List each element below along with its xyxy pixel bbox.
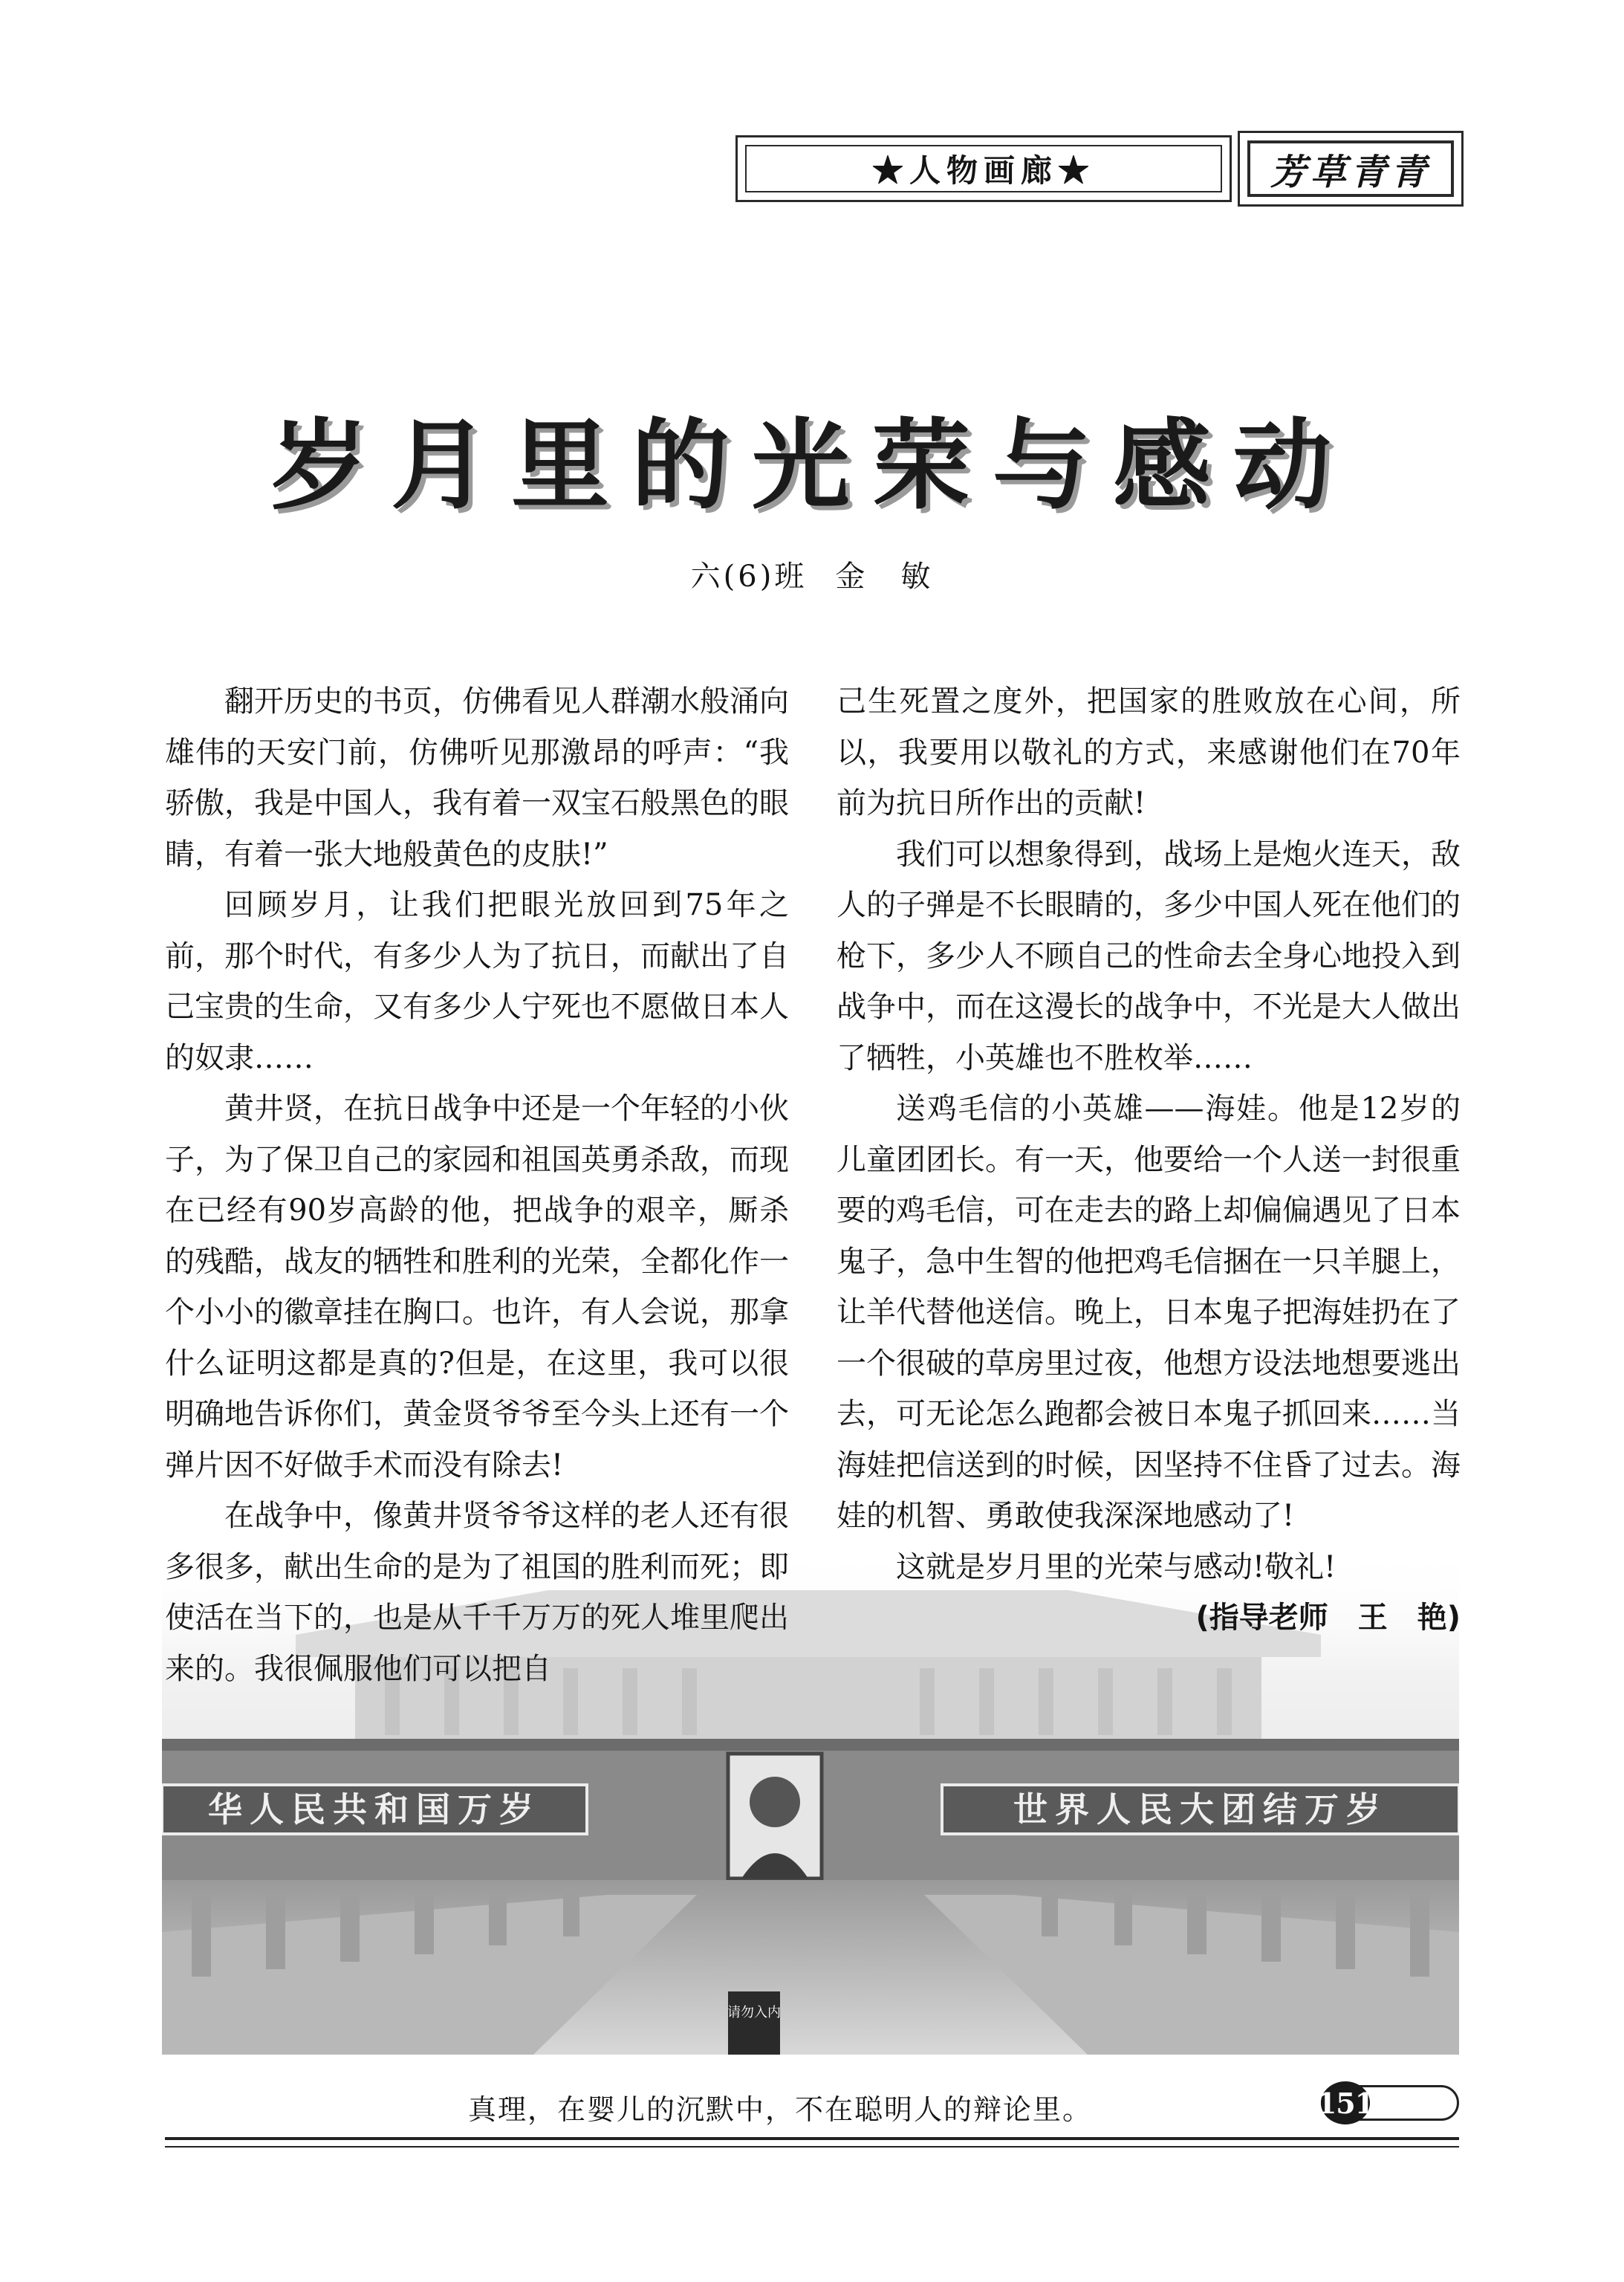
author-name: 金 敏 (835, 560, 934, 594)
warning-sign: 请勿入内 (727, 2005, 781, 2020)
paragraph: 送鸡毛信的小英雄——海娃。他是12岁的儿童团团长。有一天，他要给一个人送一封很重要的鸡毛信，可在走去的路上却偏偏遇见了日本鬼子，急中生智的他把鸡毛信捆在一只羊腿上，让羊代替他送信。晚上，日本鬼子把海娃扔在了一个很破的草房里过夜，他想方设法地想要逃出去，可无论怎么跑都会被日本鬼子抓回来……当海娃把信送到的时候，因坚持不住昏了过去。海娃的机智、勇敢使我深深地感动了! (837, 1092, 1461, 1533)
article-title: 岁月里的光荣与感动 (270, 408, 1354, 523)
magazine-title: 芳草青青 (1247, 140, 1454, 197)
column-left (165, 676, 789, 1694)
footer-quote: 真理，在婴儿的沉默中，不在聪明人的辩论里。 (467, 2093, 1092, 2126)
column-right (837, 676, 1461, 1644)
banner-right: 世界人民大团结万岁 (1013, 1789, 1388, 1829)
section-header (735, 135, 1232, 202)
paragraph: 我们可以想象得到，战场上是炮火连天，敌人的子弹是不长眼睛的，多少中国人死在他们的枪下，多少人不顾自己的性命去全身心地投入到战争中，而在这漫长的战争中，不光是大人做出了牺牲，小英雄也不胜枚举…… (837, 837, 1461, 1075)
footer-rule (165, 2137, 1459, 2140)
paragraph: 在战争中，像黄井贤爷爷这样的老人还有很多很多，献出生命的是为了祖国的胜利而死；即使活在当下的，也是从千千万万的死人堆里爬出来的。我很佩服他们可以把自 (165, 1499, 789, 1686)
paragraph: 翻开历史的书页，仿佛看见人群潮水般涌向雄伟的天安门前，仿佛听见那激昂的呼声：“我骄傲，我是中国人，我有着一双宝石般黑色的眼睛，有着一张大地般黄色的皮肤!” (165, 684, 789, 872)
magazine-header (1238, 131, 1464, 207)
paragraph-continuation: 己生死置之度外，把国家的胜败放在心间，所以，我要用以敬礼的方式，来感谢他们在70年前为抗日所作出的贡献! (837, 684, 1461, 820)
paragraph: 这就是岁月里的光荣与感动!敬礼! (896, 1549, 1336, 1584)
section-title: ★人物画廊★ (745, 145, 1222, 192)
author-class: 六(6)班 (690, 560, 808, 594)
page-number: 151 (1321, 2081, 1370, 2124)
article-author (0, 553, 1624, 595)
paragraph: 回顾岁月，让我们把眼光放回到75年之前，那个时代，有多少人为了抗日，而献出了自己宝贵的生命，又有多少人宁死也不愿做日本人的奴隶…… (165, 888, 789, 1075)
advisor-credit: (指导老师 王 艳) (1195, 1601, 1461, 1635)
footer-rule-thin (165, 2146, 1459, 2148)
paragraph: 黄井贤，在抗日战争中还是一个年轻的小伙子，为了保卫自己的家园和祖国英勇杀敌，而现在已经有90岁高龄的他，把战争的艰辛，厮杀的残酷，战友的牺牲和胜利的光荣，全都化作一个小小的徽章挂在胸口。也许，有人会说，那拿什么证明这都是真的?但是，在这里，我可以很明确地告诉你们，黄金贤爷爷至今头上还有一个弹片因不好做手术而没有除去! (165, 1092, 789, 1482)
banner-left: 华人民共和国万岁 (208, 1789, 541, 1829)
